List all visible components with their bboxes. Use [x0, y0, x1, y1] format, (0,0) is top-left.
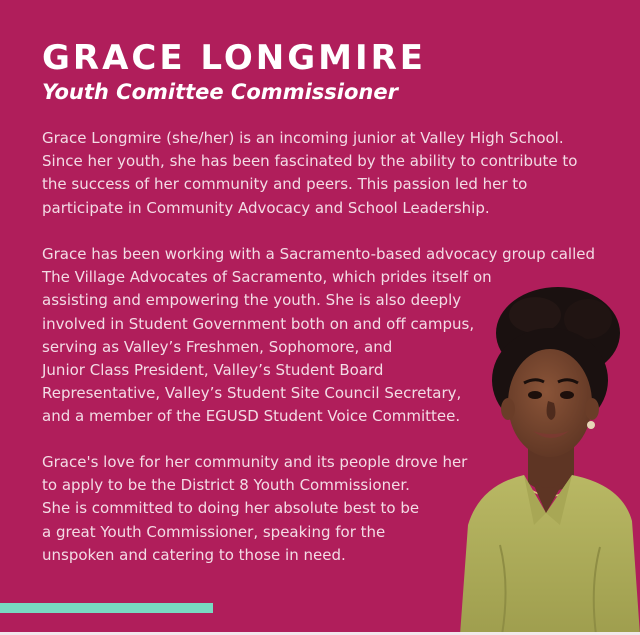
- bio-line: to apply to be the District 8 Youth Commissioner.: [42, 476, 410, 495]
- accent-bar: [0, 603, 213, 613]
- bio-line: Junior Class President, Valley’s Student Board: [42, 361, 384, 380]
- bio-paragraph-1: [42, 127, 577, 220]
- bio-line: The Village Advocates of Sacramento, which prides itself on: [42, 268, 492, 287]
- bio-line: a great Youth Commissioner, speaking for the: [42, 522, 386, 541]
- bio-line: and a member of the EGUSD Student Voice Committee.: [42, 407, 461, 426]
- bio-line: unspoken and catering to those in need.: [42, 545, 346, 564]
- bio-line: Since her youth, she has been fascinated by the ability to contribute to: [42, 152, 578, 171]
- bio-line: the success of her community and peers. This passion led her to: [42, 175, 528, 194]
- bio-line: involved in Student Government both on and off campus,: [42, 314, 475, 333]
- bio-line: participate in Community Advocacy and School Leadership.: [42, 198, 490, 217]
- bio-paragraph-3: [42, 451, 467, 567]
- profile-name: GRACE LONGMIRE: [42, 38, 427, 78]
- profile-role-title: Youth Comittee Commissioner: [42, 80, 398, 104]
- bio-line: Grace has been working with a Sacramento-based advocacy group called: [42, 245, 595, 263]
- earring-icon: [587, 421, 595, 429]
- bio-line: She is committed to doing her absolute best to be: [42, 499, 420, 518]
- bio-line: Grace's love for her community and its people drove her: [42, 453, 468, 471]
- bio-line: Grace Longmire (she/her) is an incoming junior at Valley High School.: [42, 129, 564, 147]
- bio-line: Representative, Valley’s Student Site Council Secretary,: [42, 384, 462, 403]
- bio-line: assisting and empowering the youth. She is also deeply: [42, 291, 462, 310]
- portrait-photo: [440, 285, 640, 635]
- bio-line: serving as Valley’s Freshmen, Sophomore, and: [42, 337, 393, 356]
